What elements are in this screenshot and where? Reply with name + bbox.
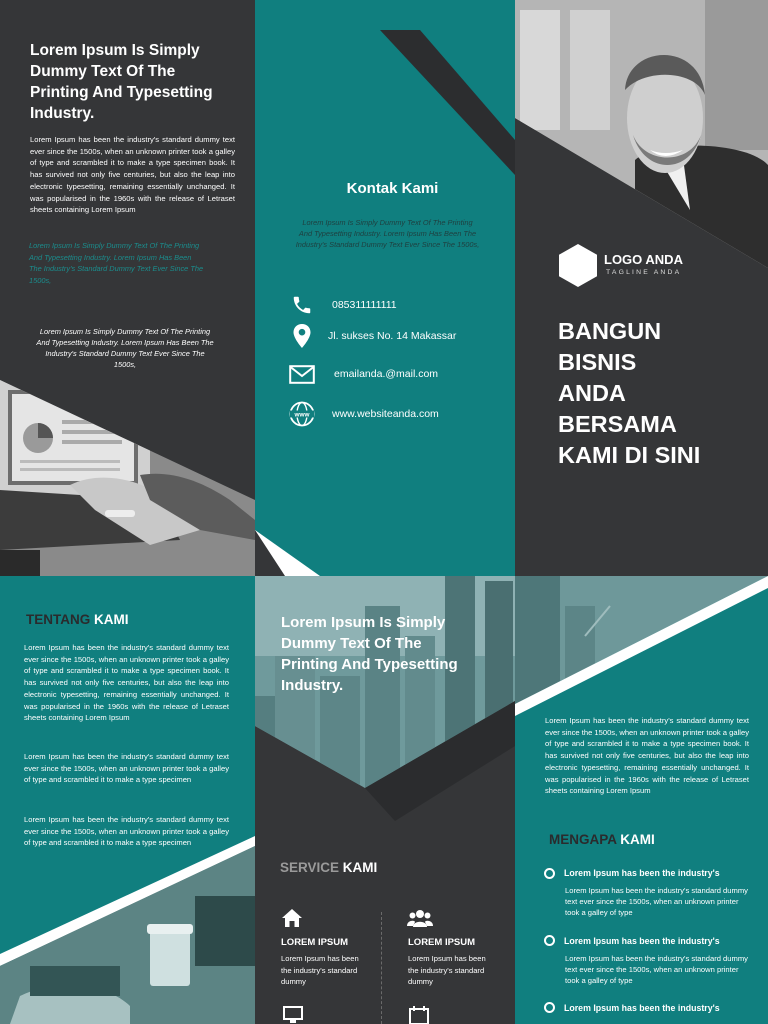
intro-body: Lorem Ipsum has been the industry's standard dummy text ever since the 1500s, when an unknown printer took a galley of type and scrambled it to make a type specimen book. It has survived not only five centuries, but also the leap into electronic typesetting, remaining essentially unchanged. It was popularised in the 1960s with the release of Letraset sheets containing Lorem Ipsum: [30, 135, 235, 215]
reason-text: Lorem Ipsum has been the industry's standard dummy text ever since the 1500s, when an unknown printer took a galley of type: [565, 886, 748, 918]
contact-intro: Lorem Ipsum Is Simply Dummy Text Of The Printing And Typesetting Industry. Lorem Ipsum Has Been The Industry's Standard Dummy Text Ever Since The 1500s,: [295, 218, 480, 249]
calendar-icon: [409, 1006, 429, 1024]
about-title-main: KAMI: [94, 612, 129, 627]
panel-intro: [0, 0, 255, 576]
location-pin-icon: [292, 323, 312, 349]
headline-line: BERSAMA: [558, 411, 677, 437]
mail-icon: [289, 365, 315, 384]
monitor-icon: [283, 1006, 303, 1024]
cover-headline: [558, 316, 700, 471]
service-title: LOREM IPSUM: [281, 937, 349, 948]
panel-services: [255, 576, 515, 1024]
phone-icon: [291, 294, 313, 316]
reason-head: Lorem Ipsum has been the industry's: [564, 936, 720, 946]
intro-quote: Lorem Ipsum Is Simply Dummy Text Of The Printing And Typesetting Industry. Lorem Ipsum Has Been The Industry's Standard Dummy Text Ever Since The 1500s,: [36, 327, 214, 369]
panel-about: [0, 576, 255, 1024]
headline-line: KAMI DI SINI: [558, 442, 701, 468]
logo-text: LOGO ANDA: [604, 252, 683, 267]
tagline-text: TAGLINE ANDA: [606, 269, 682, 276]
services-heading-main: KAMI: [342, 860, 378, 875]
contact-website[interactable]: www.websiteanda.com: [332, 408, 439, 420]
contact-website-row: [285, 401, 439, 427]
intro-teal-note: Lorem Ipsum Is Simply Dummy Text Of The Printing And Typesetting Industry. Lorem Ipsum Has Been The Industry's Standard Dummy Text Ever Since The 1500s,: [29, 241, 204, 285]
reason-text: Lorem Ipsum has been the industry's standard dummy text ever since the 1500s, when an unknown printer took a galley of type: [565, 954, 748, 986]
why-intro: Lorem Ipsum has been the industry's standard dummy text ever since the 1500s, when an unknown printer took a galley of type and scrambled it to make a type specimen book. It has survived not only five centuries, but also the leap into electronic typesetting, remaining essentially unchanged. It was popularised in the 1960s with the release of Letraset sheets containing Lorem Ipsum: [545, 716, 749, 796]
contact-background-shapes: [255, 0, 515, 576]
cover-photo-businessman: [515, 0, 768, 576]
panel-contact: [255, 0, 515, 576]
bullet-icon: [544, 1002, 555, 1013]
home-icon: [281, 908, 303, 928]
contact-email[interactable]: emailanda.@mail.com: [334, 368, 439, 380]
panel-why: [515, 576, 768, 1024]
coffee-laptop-photo: [0, 836, 255, 1024]
contact-phone-row: [285, 292, 397, 318]
why-heading-main: KAMI: [620, 832, 655, 847]
about-paragraph: Lorem Ipsum has been the industry's standard dummy text ever since the 1500s, when an unknown printer took a galley of type and scrambled it to make a type specimen: [24, 752, 229, 785]
reason-head: Lorem Ipsum has been the industry's: [564, 1003, 720, 1013]
service-divider: [381, 912, 382, 1024]
service-text: Lorem Ipsum has been the industry's standard dummy: [281, 954, 359, 986]
headline-line: BISNIS: [558, 349, 637, 375]
about-title-prefix: TENTANG: [26, 612, 91, 627]
services-title: Lorem Ipsum Is Simply Dummy Text Of The Printing And Typesetting Industry.: [281, 614, 458, 694]
users-icon: [407, 908, 433, 928]
service-text: Lorem Ipsum has been the industry's standard dummy: [408, 954, 486, 986]
why-photo-band: [515, 576, 768, 716]
logo-hexagon-icon: [559, 244, 597, 287]
bullet-icon: [544, 868, 555, 879]
panel-cover: [515, 0, 768, 576]
about-paragraph: Lorem Ipsum has been the industry's standard dummy text ever since the 1500s, when an unknown printer took a galley of type and scrambled it to make a type specimen: [24, 815, 229, 848]
services-heading-prefix: SERVICE: [280, 860, 340, 875]
svg-text:www: www: [294, 411, 310, 419]
contact-title: Kontak Kami: [346, 180, 439, 197]
laptop-photo: [0, 380, 255, 576]
headline-line: BANGUN: [558, 318, 662, 344]
intro-title: Lorem Ipsum Is Simply Dummy Text Of The Printing And Typesetting Industry.: [30, 42, 213, 122]
about-paragraph: Lorem Ipsum has been the industry's standard dummy text ever since the 1500s, when an unknown printer took a galley of type and scrambled it to make a type specimen book. It has survived not only five centuries, but also the leap into electronic typesetting, remaining essentially unchanged. It was popularised in the 1960s with the release of Letraset sheets containing Lorem Ipsum: [24, 643, 229, 723]
why-heading-prefix: MENGAPA: [549, 832, 617, 847]
reason-head: Lorem Ipsum has been the industry's: [564, 868, 720, 878]
about-title: [26, 612, 129, 627]
globe-www-icon: [289, 401, 315, 427]
headline-line: ANDA: [558, 380, 626, 406]
contact-phone[interactable]: 085311111111: [332, 299, 397, 311]
service-title: LOREM IPSUM: [408, 937, 476, 948]
why-heading: [549, 832, 655, 847]
contact-address-row: [285, 323, 456, 349]
bullet-icon: [544, 935, 555, 946]
contact-address: Jl. sukses No. 14 Makassar: [328, 330, 457, 342]
services-heading: [280, 860, 377, 875]
contact-email-row: [285, 361, 438, 387]
